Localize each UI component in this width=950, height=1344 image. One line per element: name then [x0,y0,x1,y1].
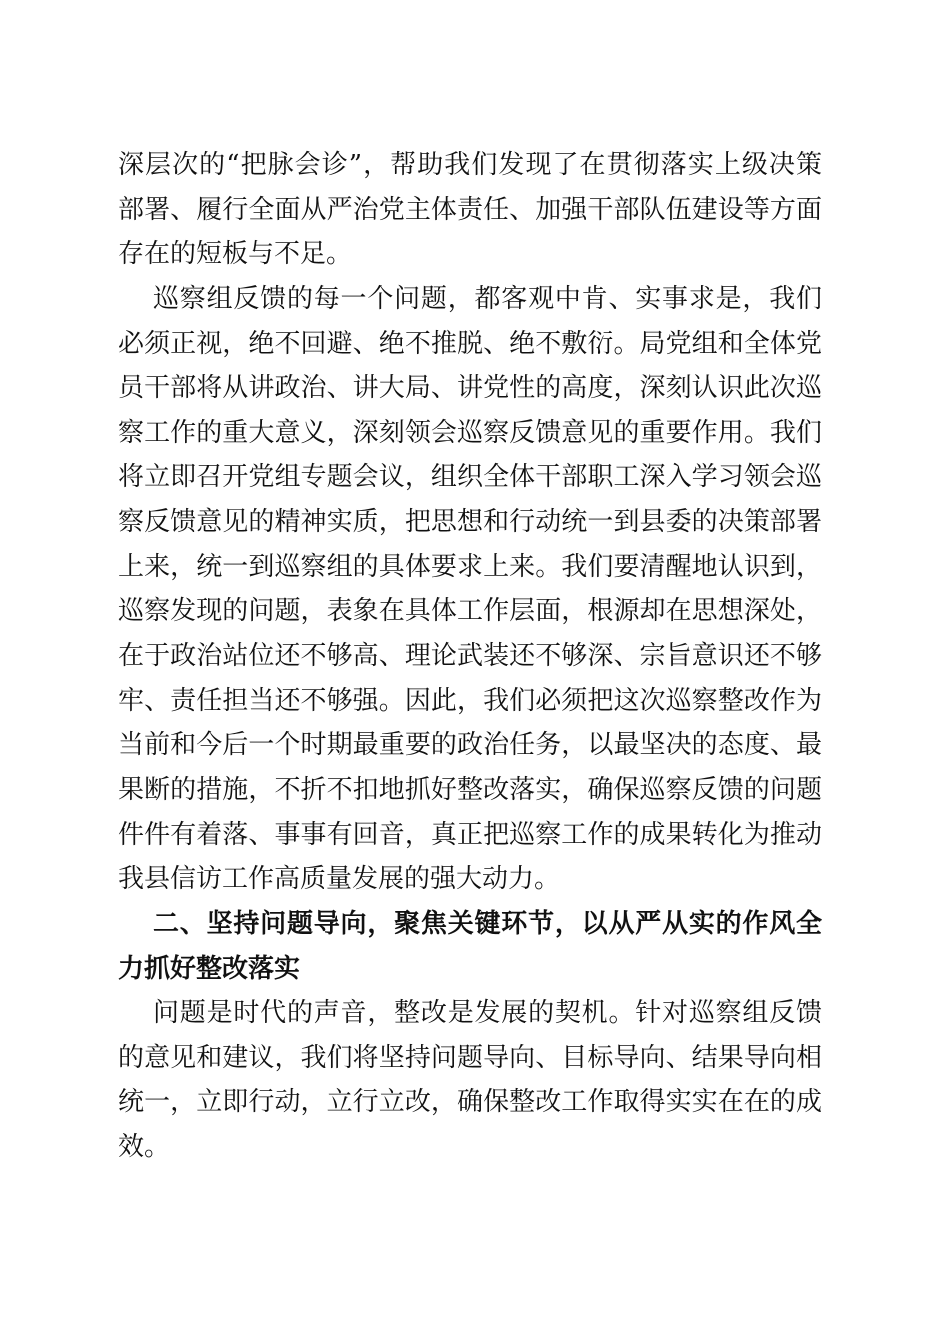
text-line: 员干部将从讲政治、讲大局、讲党性的高度，深刻认识此次巡 [118,373,822,404]
text-line: 我县信访工作高质量发展的强大动力。 [118,864,561,895]
section-heading [118,902,822,991]
text-line: 巡察发现的问题，表象在具体工作层面，根源却在思想深处， [118,596,822,627]
text-line: 上来，统一到巡察组的具体要求上来。我们要清醒地认识到， [118,551,822,582]
text-line: 部署、履行全面从严治党主体责任、加强干部队伍建设等方面 [118,194,822,225]
text-line: 统一，立即行动，立行立改，确保整改工作取得实实在在的成 [118,1087,822,1118]
heading-line: 力抓好整改落实 [118,953,301,984]
paragraph-continuation [118,143,822,277]
text-line: 在于政治站位还不够高、理论武装还不够深、宗旨意识还不够 [118,641,822,672]
text-line: 察工作的重大意义，深刻领会巡察反馈意见的重要作用。我们 [118,417,822,448]
paragraph-inspection-feedback [118,277,822,902]
document-page [118,143,822,1170]
text-line: 当前和今后一个时期最重要的政治任务，以最坚决的态度、最 [118,730,822,761]
text-line: 的意见和建议，我们将坚持问题导向、目标导向、结果导向相 [118,1042,822,1073]
text-line: 必须正视，绝不回避、绝不推脱、绝不敷衍。局党组和全体党 [118,328,822,359]
text-line: 问题是时代的声音，整改是发展的契机。针对巡察组反馈 [153,998,822,1029]
text-line: 果断的措施，不折不扣地抓好整改落实，确保巡察反馈的问题 [118,774,822,805]
text-line: 察反馈意见的精神实质，把思想和行动统一到县委的决策部署 [118,507,822,538]
text-line: 深层次的“把脉会诊”，帮助我们发现了在贯彻落实上级决策 [118,150,822,180]
heading-line: 二、坚持问题导向，聚焦关键环节，以从严从实的作风全 [153,908,822,939]
text-line: 将立即召开党组专题会议，组织全体干部职工深入学习领会巡 [118,462,822,493]
paragraph-problem-orientation [118,991,822,1170]
text-line: 牢、责任担当还不够强。因此，我们必须把这次巡察整改作为 [118,685,822,716]
text-line: 存在的短板与不足。 [118,239,353,270]
text-line: 效。 [118,1132,171,1163]
text-line: 巡察组反馈的每一个问题，都客观中肯、实事求是，我们 [153,283,822,314]
text-line: 件件有着落、事事有回音，真正把巡察工作的成果转化为推动 [118,819,822,850]
